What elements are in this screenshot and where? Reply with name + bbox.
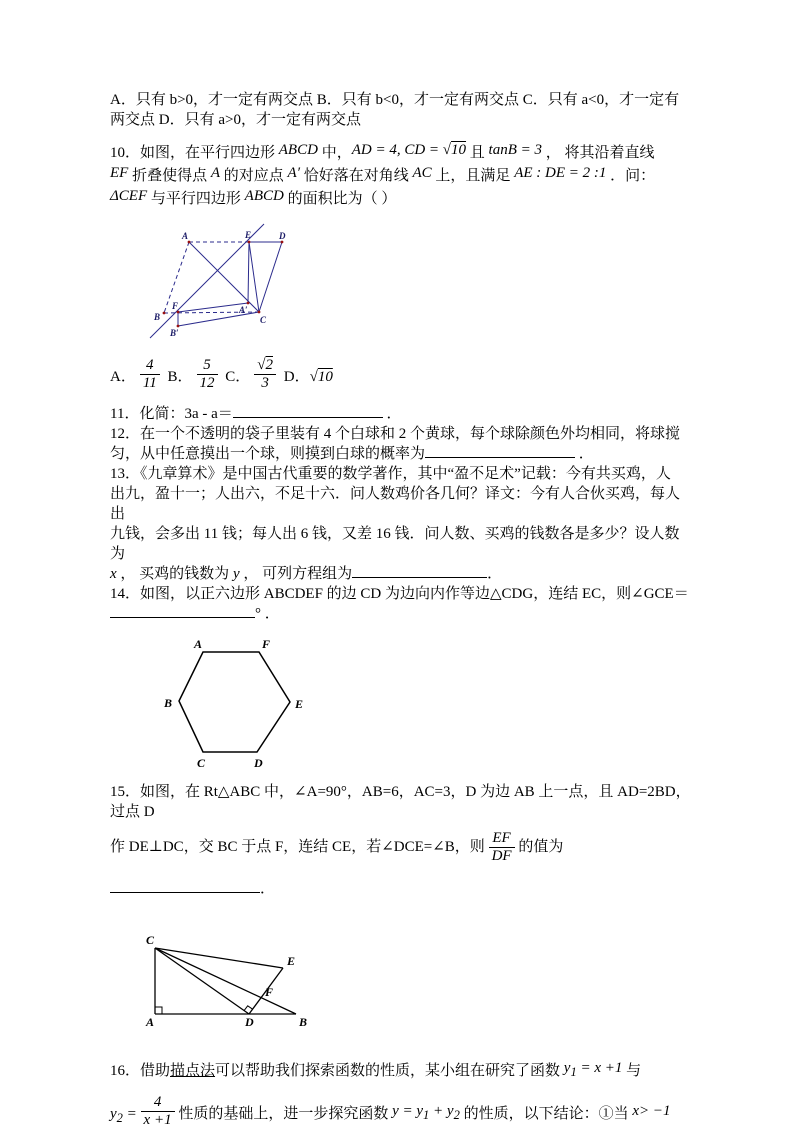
question-13-line-2: 出九，盈十一；人出六，不足十六．问人数鸡价各几何？译文：今有人合伙买鸡，每人出: [110, 486, 681, 522]
math-x: x: [110, 566, 117, 582]
math-ae-de-ratio: AE : DE = 2 :1: [514, 165, 607, 181]
question-16-text: [110, 1058, 692, 1140]
question-10-line-3: ΔCEF 与平行四边形 ABCD 的面积比为（ ）: [110, 188, 397, 207]
label-d: D: [279, 231, 286, 241]
math-abcd-2: ABCD: [244, 188, 284, 204]
math-ef: EF: [110, 165, 129, 181]
label-b-prime: B′: [170, 328, 179, 338]
label-f: F: [172, 301, 179, 311]
option-c-fraction: $\frac{√2}{3}$: [254, 357, 276, 392]
question-13-line-3: 九钱，会多出 11 钱；每人出 6 钱，又差 16 钱．问人数、买鸡的钱数各是多少？设人数为: [110, 526, 680, 562]
label-e: E: [245, 230, 252, 240]
underlined-term: 描点法: [170, 1063, 216, 1079]
edge-d-c: [259, 242, 282, 312]
math-ad-4: AD = 4,: [351, 142, 401, 158]
label-d: D: [254, 756, 263, 770]
label-a: A: [194, 637, 203, 651]
point-b-prime: [177, 325, 180, 328]
point-e: [248, 241, 251, 244]
radical-sign: √: [442, 142, 452, 158]
answer-blank: [110, 879, 260, 893]
label-f: F: [262, 637, 271, 651]
option-a-label: A．: [110, 369, 136, 385]
radical-sign: √: [257, 357, 266, 374]
question-11-text: 11．化简：3a - a＝ ．: [110, 406, 402, 422]
fraction-4-over-x-plus-1: $\frac{4}{x +1}$: [141, 1094, 175, 1129]
question-10-line-2: EF 折叠使得点 A 的对应点 A′ 恰好落在对角线 AC 上，且满足 AE : DE = 2 :1 ．问：: [110, 165, 656, 184]
math-y2-equation: $y_2$ =: [110, 1106, 141, 1125]
question-14-figure-hexagon: [150, 630, 320, 770]
question-16-line-2: $y_2$ = $\frac{4}{x +1}$ 性质的基础上，进一步探究函数 $y = y_1 + y_2$ 的性质，以下结论：①当 x> −1: [110, 1094, 671, 1129]
question-10-text: [110, 142, 692, 211]
question-13-text: [110, 464, 692, 584]
math-tanb: tanB = 3: [488, 142, 542, 158]
math-ac: AC: [412, 165, 432, 181]
question-14-text: [110, 584, 692, 624]
math-cd-sqrt10: CD = √10: [400, 142, 467, 158]
segment-c-e: [155, 948, 283, 968]
label-b: B: [164, 696, 173, 710]
side-c-b: [155, 948, 296, 1014]
option-b-fraction: $\frac{5}{12}$: [197, 357, 218, 392]
label-a-prime: A′: [239, 305, 248, 315]
question-9-options-line-1: A．只有 b>0，才一定有两交点 B．只有 b<0，才一定有两交点 C．只有 a<0，才一定有: [110, 92, 680, 108]
label-c: C: [197, 756, 206, 770]
question-10-figure-parallelogram: [142, 221, 302, 348]
right-angle-mark-a: [155, 1007, 162, 1014]
label-e: E: [287, 954, 296, 968]
question-10-options: [110, 354, 692, 400]
question-14-line-1: 14．如图，以正六边形 ABCDEF 的边 CD 为边向内作等边△CDG，连结 EC，则∠GCE＝: [110, 586, 689, 602]
segment-f-a-prime: [178, 303, 248, 312]
answer-blank: [110, 604, 255, 618]
option-d-label: D．: [283, 369, 310, 385]
answer-blank: [352, 564, 487, 578]
point-a: [188, 241, 191, 244]
hexagon-outline: [179, 652, 290, 752]
label-e: E: [295, 697, 304, 711]
label-c: C: [146, 933, 155, 947]
label-f: F: [265, 985, 274, 999]
question-12-line-1: 12．在一个不透明的袋子里装有 4 个白球和 2 个黄球，每个球除颜色外均相同，将球搅: [110, 426, 681, 442]
answer-blank: [425, 444, 575, 458]
math-y-sum-equation: $y = y_1 + y_2$: [392, 1103, 460, 1122]
question-15-figure-triangle: [140, 928, 315, 1028]
question-12-text: [110, 424, 692, 464]
label-a: A: [182, 231, 189, 241]
point-f: [177, 311, 180, 314]
question-15-line-1: 15．如图，在 Rt△ABC 中，∠A=90°，AB=6，AC=3，D 为边 AB 上一点，且 AD=2BD，过点 D: [110, 784, 691, 820]
math-abcd: ABCD: [278, 142, 318, 158]
question-10-line-1: 10．如图，在平行四边形 ABCD 中，AD = 4, CD = √10 且 tanB = 3 ， 将其沿着直线: [110, 142, 655, 161]
point-d: [281, 241, 284, 244]
point-c: [258, 311, 261, 314]
question-14-line-2: ° ．: [110, 604, 692, 624]
segment-c-d: [155, 948, 249, 1014]
label-c: C: [260, 315, 267, 325]
question-15-line-2: 作 DE⊥DC，交 BC 于点 F，连结 CE，若∠DCE=∠B，则 $\frac{EF}{DF}$ 的值为．: [110, 830, 564, 897]
math-y: y: [232, 566, 240, 582]
segment-e-a-prime: [248, 242, 249, 303]
point-a-prime: [247, 302, 250, 305]
fraction-ef-df: $\frac{EF}{DF}$: [489, 830, 515, 865]
label-b: B: [154, 312, 161, 322]
document-content: [110, 90, 692, 1140]
math-a-prime: A′: [287, 165, 300, 181]
option-d-sqrt10: √10: [309, 369, 333, 385]
label-b: B: [299, 1015, 308, 1028]
question-9-options: [110, 90, 692, 130]
option-b-label: B．: [167, 369, 193, 385]
math-x-condition: x> −1: [632, 1103, 671, 1119]
question-16-line-1: 16．借助描点法可以帮助我们探索函数的性质，某小组在研究了函数 $y_1 = x +1$ 与: [110, 1060, 642, 1079]
label-d: D: [245, 1015, 254, 1028]
question-15-text: [110, 782, 692, 910]
math-a: A: [210, 165, 221, 181]
question-9-options-line-2: 两交点 D．只有 a>0，才一定有两交点: [110, 112, 361, 128]
radical-sign: √: [309, 369, 318, 385]
segment-e-c: [249, 242, 259, 312]
option-c-label: C．: [225, 369, 251, 385]
math-triangle-cef: ΔCEF: [110, 188, 148, 204]
option-a-fraction: $\frac{4}{11}$: [140, 357, 160, 392]
question-12-line-2: 匀，从中任意摸出一个球，则摸到白球的概率为 ．: [110, 446, 594, 462]
question-13-line-1: 13．《九章算术》是中国古代重要的数学著作，其中“盈不足术”记载：今有共买鸡，人: [110, 466, 671, 482]
point-b: [163, 312, 166, 315]
math-y1-equation: $y_1 = x +1$: [563, 1060, 623, 1079]
question-13-line-4: x ， 买鸡的钱数为 y ， 可列方程组为 ．: [110, 566, 503, 582]
answer-blank: [233, 404, 383, 418]
label-a: A: [146, 1015, 155, 1028]
